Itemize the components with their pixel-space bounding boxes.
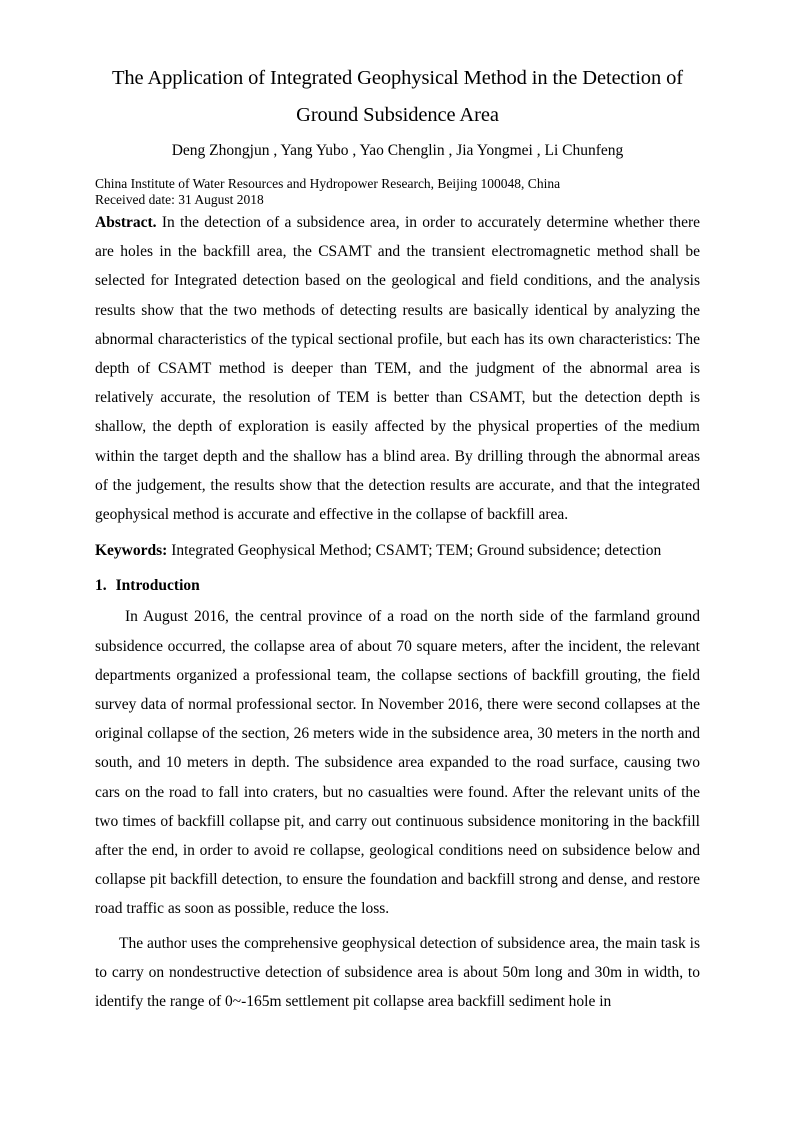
- keywords: [95, 536, 700, 565]
- abstract: [95, 208, 700, 529]
- introduction-paragraph-1: In August 2016, the central province of a road on the north side of the farmland ground subsidence occurred, the collapse area of about 70 square meters, after the incident, the relevant departments organized a professional team, the collapse sections of backfill grouting, the field survey data of normal professional sector. In November 2016, there were second collapses at the original collapse of the section, 26 meters wide in the subsidence area, 30 meters in the north and south, and 10 meters in depth. The subsidence area expanded to the road surface, causing two cars on the road to fall into craters, but no casualties were found. After the relevant units of the two times of backfill collapse pit, and carry out continuous subsidence monitoring in the backfill after the end, in order to avoid re collapse, geological conditions need on subsidence below and collapse pit backfill detection, to ensure the foundation and backfill strong and dense, and restore road traffic as soon as possible, reduce the loss.: [95, 608, 700, 918]
- keywords-label: Keywords:: [95, 542, 168, 560]
- abstract-text: In the detection of a subsidence area, in order to accurately determine whether there are holes in the backfill area, the CSAMT and the transient electromagnetic method shall be selected for Integrated detection based on the geological and field conditions, and the analysis results show that the two methods of detecting results are basically identical by analyzing the abnormal characteristics of the typical sectional profile, but each has its own characteristics: The depth of CSAMT method is deeper than TEM, and the judgment of the abnormal area is relatively accurate, the resolution of TEM is better than CSAMT, but the detection depth is shallow, the depth of exploration is easily affected by the physical properties of the medium within the target depth and the shallow has a blind area. By drilling through the abnormal areas of the judgement, the results show that the detection results are accurate, and that the integrated geophysical method is accurate and effective in the collapse of backfill area.: [95, 214, 700, 524]
- abstract-label: Abstract.: [95, 214, 157, 231]
- received-date: Received date: 31 August 2018: [95, 192, 264, 207]
- paper-page: [95, 60, 700, 1016]
- paper-title: [95, 60, 700, 134]
- affiliation: China Institute of Water Resources and Hydropower Research, Beijing 100048, China: [95, 176, 561, 191]
- title-line-1: The Application of Integrated Geophysical Method in the Detection of: [111, 67, 683, 89]
- section-number: 1.: [95, 577, 107, 595]
- title-line-2: Ground Subsidence Area: [296, 104, 499, 126]
- section-title: Introduction: [115, 577, 200, 595]
- section-heading-introduction: [95, 574, 700, 598]
- introduction-paragraph-2: The author uses the comprehensive geophysical detection of subsidence area, the main task is to carry on nondestructive detection of subsidence area is about 50m long and 30m in width, to identify the range of 0~-165m settlement pit collapse area backfill sediment hole in: [95, 934, 700, 1011]
- keywords-text: Integrated Geophysical Method; CSAMT; TEM; Ground subsidence; detection: [167, 542, 662, 560]
- author-list: Deng Zhongjun , Yang Yubo , Yao Chenglin , Jia Yongmei , Li Chunfeng: [171, 142, 624, 159]
